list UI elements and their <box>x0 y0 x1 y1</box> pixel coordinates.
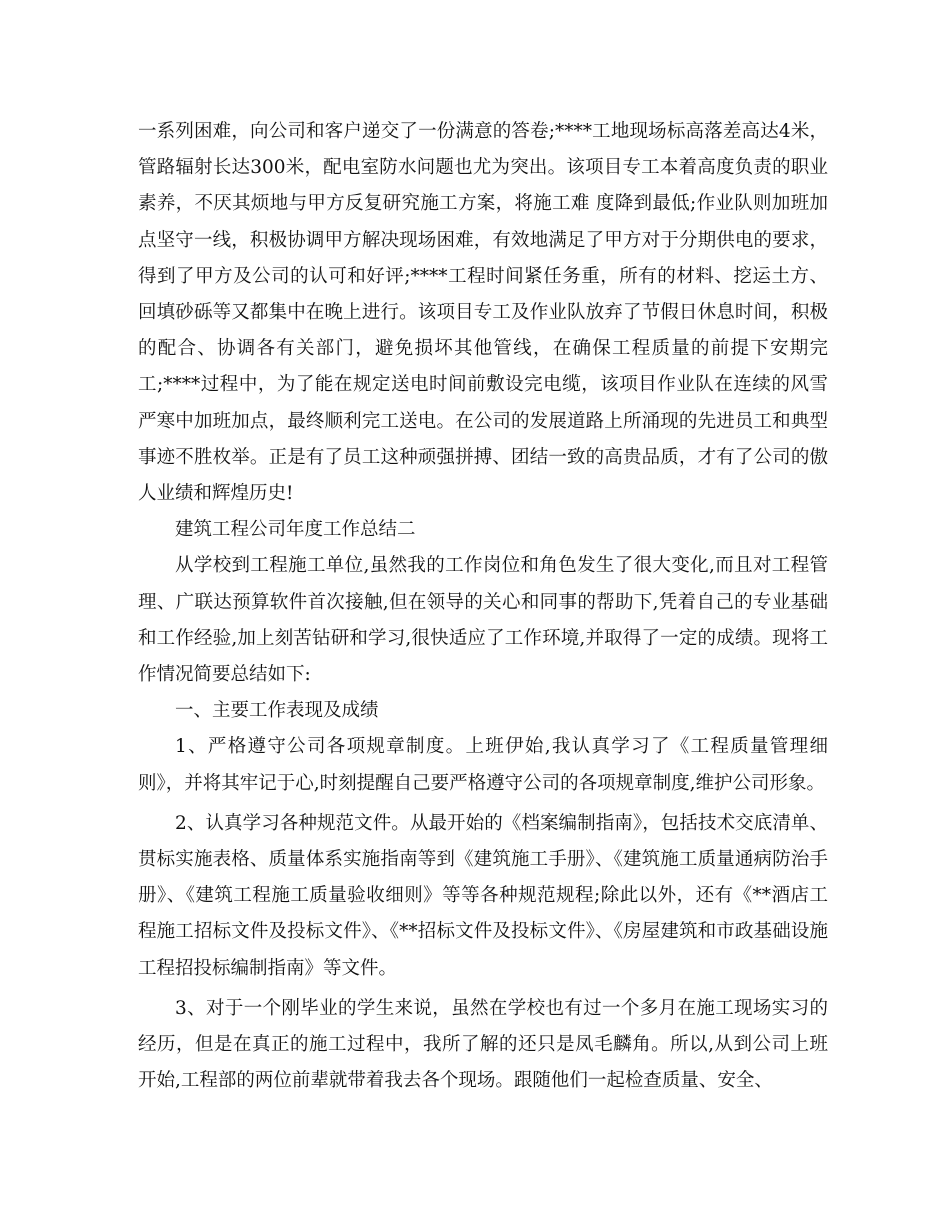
section-title: 建筑工程公司年度工作总结二 <box>175 519 416 541</box>
paragraph-continuation: 一系列困难，向公司和客户递交了一份满意的答卷;****工地现场标高落差高达4米，管路辐射长达300米，配电室防水问题也尤为突出。该项目专工本着高度负责的职业素养，不厌其烦地与甲方反复研究施工方案，将施工难 度降到最低;作业队则加班加点坚守一线，积极协调甲方解决现场困难，有效地满足了甲方对于分期供电的要求，得到了甲方及公司的认可和好评;****工程时间紧任务重，所有的材料、挖运土方、回填砂砾等又都集中在晚上进行。该项目专工及作业队放弃了节假日休息时间，积极的配合、协调各有关部门，避免损坏其他管线，在确保工程质量的前提下安期完工;****过程中，为了能在规定送电时间前敷设完电缆，该项目作业队在连续的风雪严寒中加班加点，最终顺利完工送电。在公司的发展道路上所涌现的先进员工和典型事迹不胜枚举。正是有了员工这种顽强拼搏、团结一致的高贵品质，才有了公司的傲人业绩和辉煌历史! <box>138 121 828 505</box>
paragraph-item-1: 1、严格遵守公司各项规章制度。上班伊始,我认真学习了《工程质量管理细则》，并将其牢记于心,时刻提醒自己要严格遵守公司的各项规章制度,维护公司形象。 <box>138 736 828 794</box>
document-body <box>138 114 828 1099</box>
paragraph-intro: 从学校到工程施工单位,虽然我的工作岗位和角色发生了很大变化,而且对工程管理、广联达预算软件首次接触,但在领导的关心和同事的帮助下,凭着自己的专业基础和工作经验,加上刻苦钻研和学习,很快适应了工作环境,并取得了一定的成绩。现将工作情况简要总结如下: <box>138 555 828 686</box>
paragraph-item-3: 3、对于一个刚毕业的学生来说，虽然在学校也有过一个多月在施工现场实习的经历，但是在真正的施工过程中，我所了解的还只是凤毛麟角。所以,从到公司上班开始,工程部的两位前辈就带着我去各个现场。跟随他们一起检查质量、安全、 <box>138 997 828 1092</box>
paragraph-item-2: 2、认真学习各种规范文件。从最开始的《档案编制指南》，包括技术交底清单、贯标实施表格、质量体系实施指南等到《建筑施工手册》、《建筑施工质量通病防治手册》、《建筑工程施工质量验收细则》等等各种规范规程;除此以外，还有《**酒店工程施工招标文件及投标文件》、《**招标文件及投标文件》、《房屋建筑和市政基础设施工程招投标编制指南》等文件。 <box>138 812 828 979</box>
section-heading: 一、主要工作表现及成绩 <box>175 700 379 722</box>
